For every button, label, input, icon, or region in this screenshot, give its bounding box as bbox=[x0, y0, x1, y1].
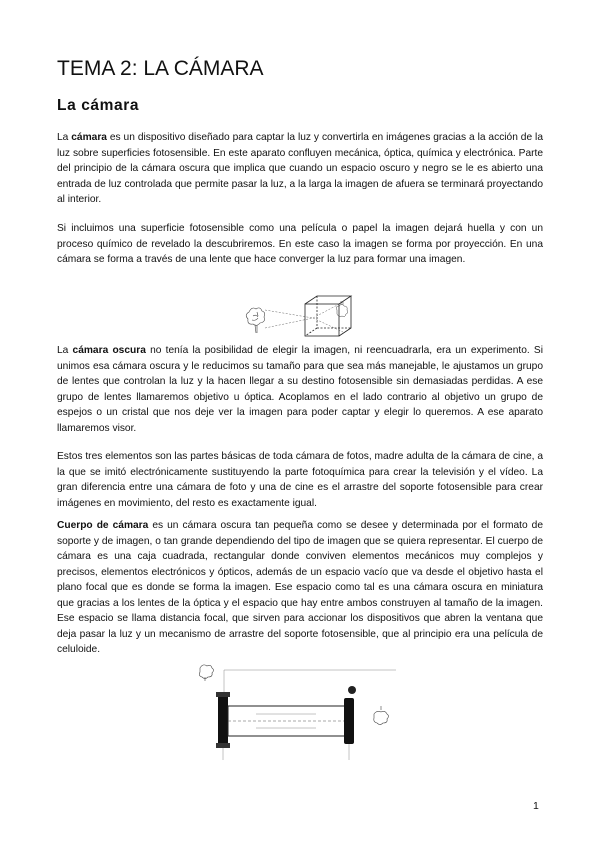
inverted-tree-sketch bbox=[336, 301, 347, 317]
paragraph-superficie: Si incluimos una superficie fotosensible como una película o papel la imagen dejará huella y con un proceso químico de revelado la descubriremos. En este caso la imagen se forma por proyección. En una cámara se forma a través de una lente que hace converger la luz para formar una imagen. bbox=[57, 223, 543, 265]
paragraph-text: La bbox=[57, 132, 72, 143]
paragraph-elementos: Estos tres elementos son las partes básicas de toda cámara de fotos, madre adulta de la cámara de cine, a la que se imitó electrónicamente sustituyendo la parte fotoquímica para crear la televisión y el vídeo. La gran diferencia entre una cámara de foto y una de cine es el arrastre del soporte fotosensible para crear imágenes en movimiento, del resto es exactamente igual. bbox=[57, 451, 543, 509]
paragraph-text: no tenía la posibilidad de elegir la imagen, ni reencuadrarla, era un experimento. Si unimos esa cámara oscura y le reducimos su tamaño para que sea más manejable, le ajustamos un grupo de lentes que controlan la luz y la hacen llegar a su destino fotosensible sin demasiadas perdidas. A ese grupo de lentes llamaremos objetivo u óptica. Acoplamos en el lado contrario al objetivo un grupo de espejos o un cristal que nos deje ver la imagen para poder captar y elegir lo queremos. A ese aparato llamaremos visor. bbox=[57, 345, 543, 434]
lens-front-plate bbox=[218, 696, 228, 744]
page-title: TEMA 2: LA CÁMARA bbox=[57, 57, 264, 80]
section-heading: La cámara bbox=[57, 97, 140, 114]
paragraph-text: es un dispositivo diseñado para captar la luz y convertirla en imágenes gracias a la acción de la luz sobre superficies fotosensible. En este aparato confluyen mecánica, óptica, química y electrónica. Parte del principio de la cámara oscura que implica que cuando un espacio oscuro y negro se le es abierto una entrada de luz controlada que permite pasar la luz, a la larga la imagen de afuera se terminará proyectando al interior. bbox=[57, 132, 543, 205]
lens-rim-top bbox=[216, 692, 230, 697]
page-number: 1 bbox=[533, 800, 539, 812]
box-outline bbox=[305, 296, 351, 336]
paragraph-text: es un cámara oscura tan pequeña como se desee y determinada por el formato de soporte y de imagen, o tan grande dependiendo del tipo de imagen que se quiera representar. El cuerpo de cámara es una caja cuadrada, rectangular donde conviven elementos mecánicos muy complejos y precisos, elementos electrónicos y ópticos, además de un espacio vacío que va desde el objetivo hasta el plano focal que es donde se forma la imagen. Ese espacio como tal es una cámara oscura en miniatura que gracias a los lentes de la óptica y el espacio que hay entre ambos construyen al tamaño de la imagen. Ese espacio se llama distancia focal, que sirven para accionar los dispositivos que abren la ventana que deja pasar la luz y un mecanismo de arrastre del soporte fotosensible, que al principio era una película de celuloide. bbox=[57, 520, 543, 655]
bold-term: cámara bbox=[71, 132, 107, 143]
inverted-tree-sketch bbox=[374, 706, 389, 725]
focal-plane-plate bbox=[344, 698, 354, 744]
paragraph-camara-oscura bbox=[57, 343, 543, 436]
light-rays bbox=[265, 302, 343, 332]
callout-lines bbox=[223, 670, 396, 760]
camera-obscura-figure bbox=[243, 292, 355, 340]
bold-term: cámara oscura bbox=[72, 345, 146, 356]
tree-sketch bbox=[246, 308, 264, 333]
paragraph-camara bbox=[57, 130, 543, 208]
bold-term: Cuerpo de cámara bbox=[57, 520, 149, 531]
film-spool bbox=[348, 686, 356, 694]
paragraph-cuerpo bbox=[57, 518, 543, 658]
paragraph-text: La bbox=[57, 345, 73, 356]
camera-body-figure bbox=[196, 660, 406, 772]
lens-rim-bottom bbox=[216, 743, 230, 748]
tree-sketch-top bbox=[199, 665, 213, 681]
